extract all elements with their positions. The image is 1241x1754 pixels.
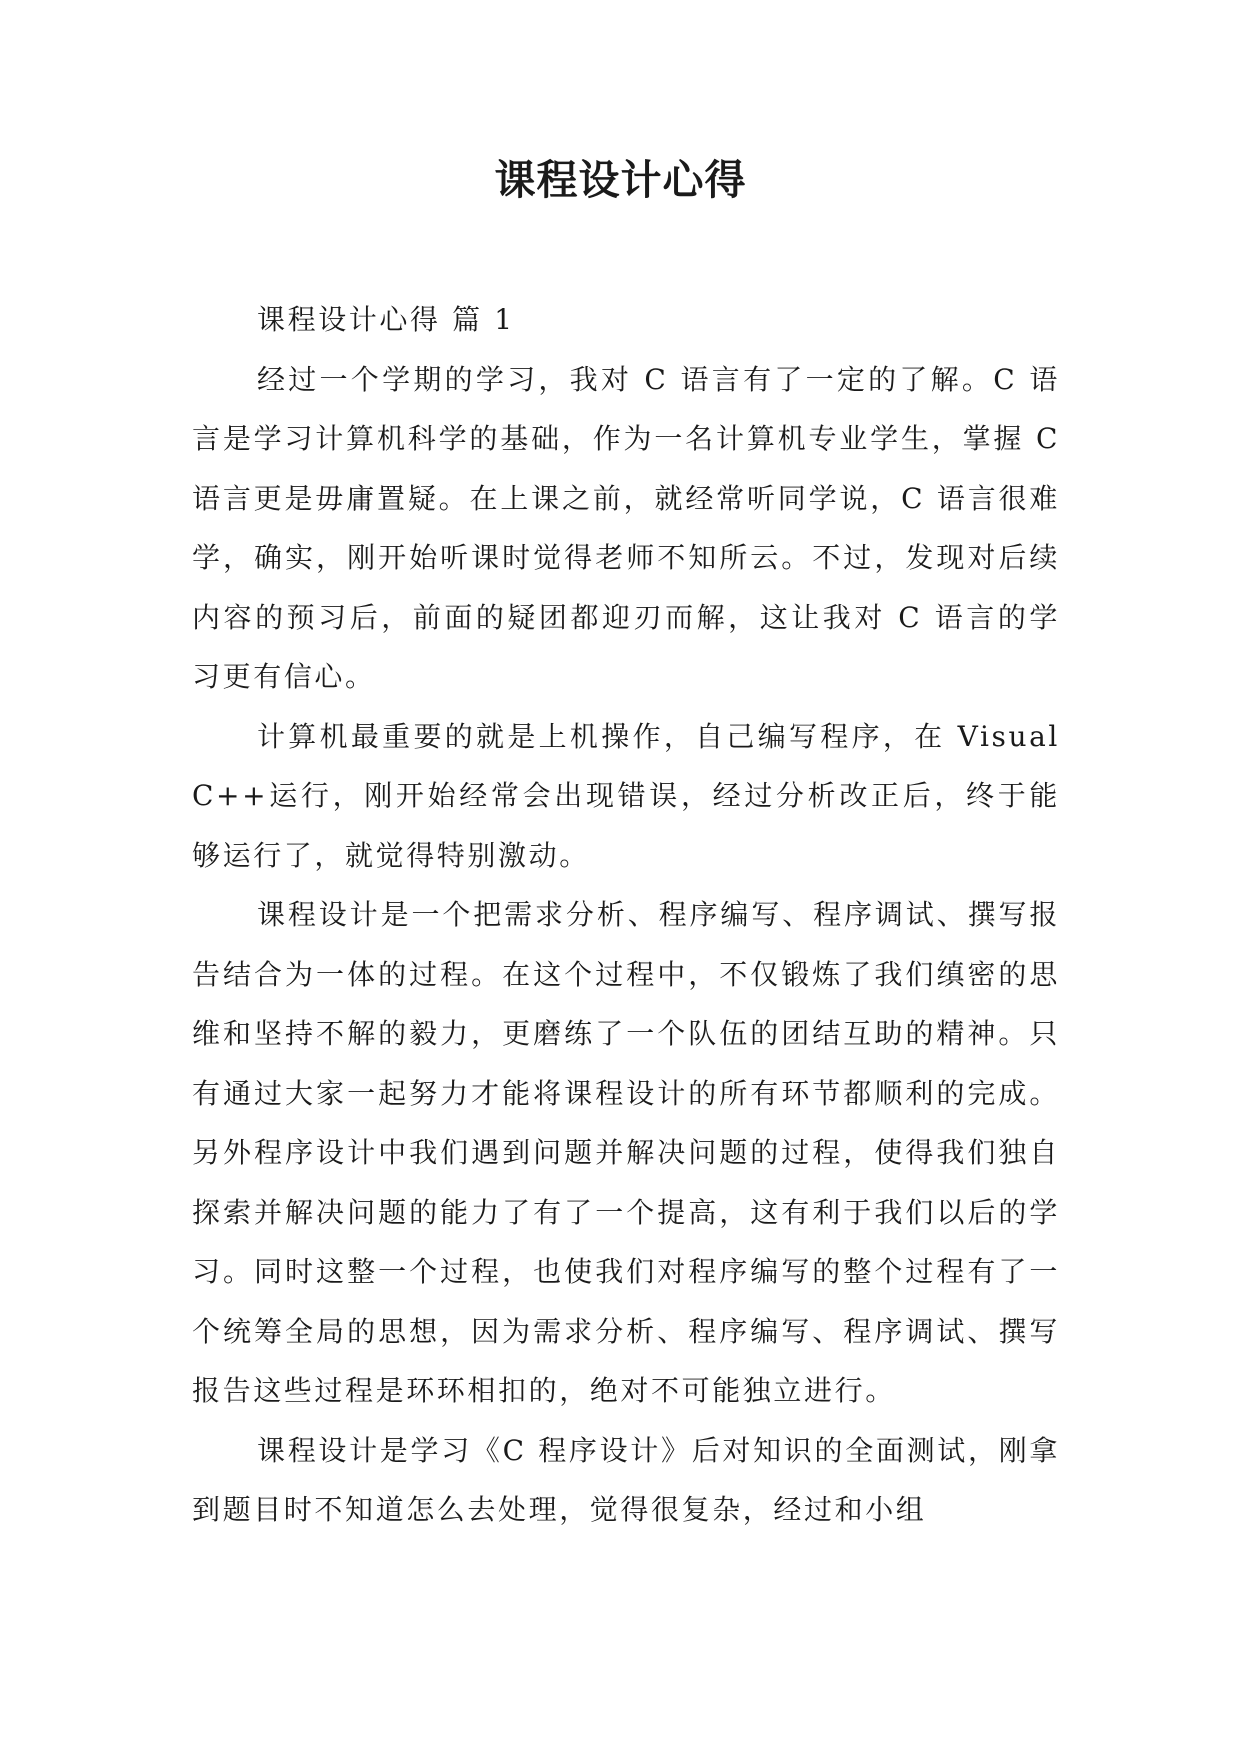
document-title: 课程设计心得 [494, 156, 747, 204]
section-heading: 课程设计心得 篇 1 [257, 303, 515, 336]
paragraph-3: 课程设计是一个把需求分析、程序编写、程序调试、撰写报告结合为一体的过程。在这个过程中，不仅锻炼了我们缜密的思维和坚持不解的毅力，更磨练了一个队伍的团结互助的精神。只有通过大家一起努力才能将课程设计的所有环节都顺利的完成。另外程序设计中我们遇到问题并解决问题的过程，使得我们独自探索并解决问题的能力了有了一个提高，这有利于我们以后的学习。同时这整一个过程，也使我们对程序编写的整个过程有了一个统筹全局的思想，因为需求分析、程序编写、程序调试、撰写报告这些过程是环环相扣的，绝对不可能独立进行。 [192, 898, 1060, 1407]
paragraph-1: 经过一个学期的学习，我对 C 语言有了一定的了解。C 语言是学习计算机科学的基础，作为一名计算机专业学生，掌握 C 语言更是毋庸置疑。在上课之前，就经常听同学说，C 语言很难学，确实，刚开始听课时觉得老师不知所云。不过，发现对后续内容的预习后，前面的疑团都迎刃而解，这让我对 C 语言的学习更有信心。 [192, 362, 1060, 693]
paragraph-4: 课程设计是学习《C 程序设计》后对知识的全面测试，刚拿到题目时不知道怎么去处理，觉得很复杂，经过和小组 [192, 1433, 1060, 1526]
document-body [192, 290, 1060, 1540]
paragraph-2: 计算机最重要的就是上机操作，自己编写程序，在 VisualC++运行，刚开始经常会出现错误，经过分析改正后，终于能够运行了，就觉得特别激动。 [192, 719, 1060, 872]
